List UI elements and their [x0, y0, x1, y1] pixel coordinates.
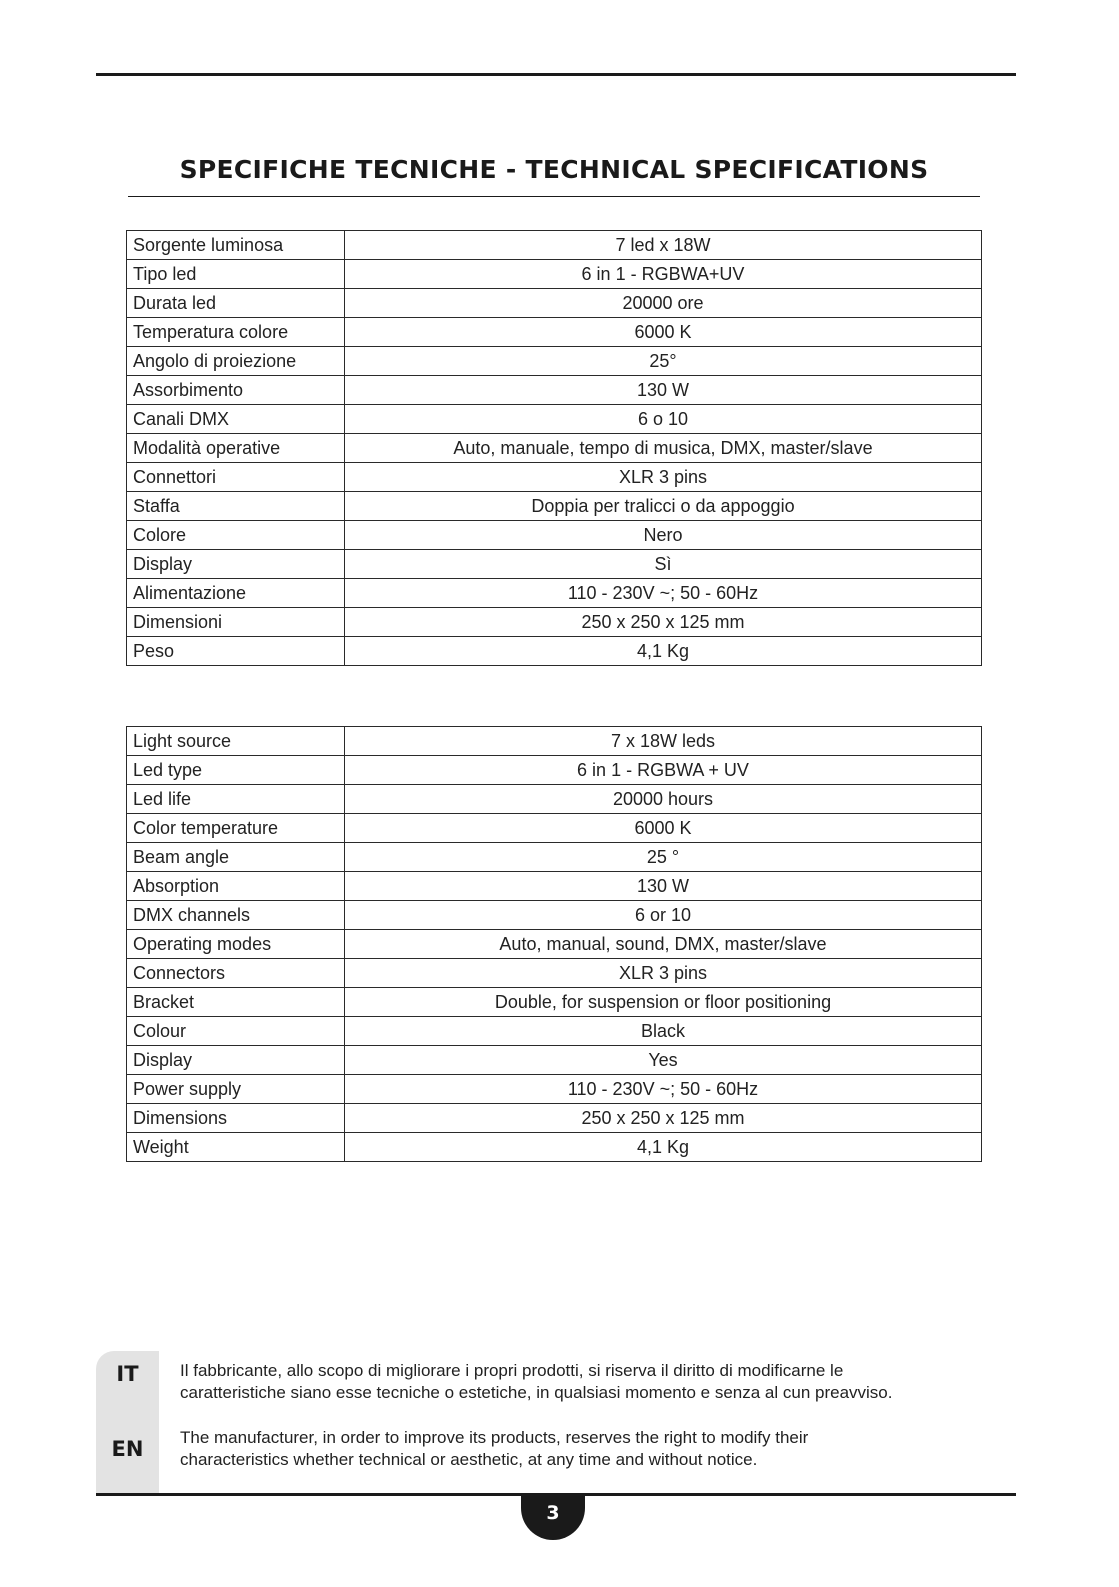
spec-value: 130 W	[345, 872, 982, 901]
notice-en-line: The manufacturer, in order to improve its products, reserves the right to modify their	[180, 1428, 809, 1447]
spec-value: 20000 ore	[345, 289, 982, 318]
spec-value: 250 x 250 x 125 mm	[345, 608, 982, 637]
spec-label: Dimensions	[127, 1104, 345, 1133]
top-rule	[96, 73, 1016, 76]
spec-row	[127, 959, 982, 988]
spec-table-italian	[126, 230, 982, 666]
spec-value: 6000 K	[345, 814, 982, 843]
spec-row	[127, 376, 982, 405]
spec-value: 6 or 10	[345, 901, 982, 930]
spec-value: Doppia per tralicci o da appoggio	[345, 492, 982, 521]
spec-label: Color temperature	[127, 814, 345, 843]
language-tab	[96, 1351, 159, 1494]
spec-row	[127, 1133, 982, 1162]
spec-value: 7 x 18W leds	[345, 727, 982, 756]
lang-label-it: IT	[116, 1362, 139, 1386]
spec-value: 4,1 Kg	[345, 637, 982, 666]
spec-row	[127, 930, 982, 959]
spec-label: Bracket	[127, 988, 345, 1017]
spec-row	[127, 521, 982, 550]
spec-label: Led life	[127, 785, 345, 814]
spec-row	[127, 434, 982, 463]
spec-label: DMX channels	[127, 901, 345, 930]
spec-row	[127, 1075, 982, 1104]
page-number-badge: 3	[521, 1494, 585, 1540]
spec-value: 250 x 250 x 125 mm	[345, 1104, 982, 1133]
spec-value: Black	[345, 1017, 982, 1046]
spec-value: Yes	[345, 1046, 982, 1075]
spec-row	[127, 550, 982, 579]
spec-row	[127, 901, 982, 930]
notice-english	[180, 1427, 1000, 1471]
spec-label: Display	[127, 1046, 345, 1075]
spec-label: Angolo di proiezione	[127, 347, 345, 376]
spec-row	[127, 231, 982, 260]
spec-label: Colour	[127, 1017, 345, 1046]
spec-row	[127, 872, 982, 901]
spec-row	[127, 843, 982, 872]
notice-italian	[180, 1360, 1000, 1404]
spec-value: 6 in 1 - RGBWA + UV	[345, 756, 982, 785]
spec-label: Weight	[127, 1133, 345, 1162]
spec-label: Tipo led	[127, 260, 345, 289]
spec-value: Sì	[345, 550, 982, 579]
spec-value: 4,1 Kg	[345, 1133, 982, 1162]
spec-value: 7 led x 18W	[345, 231, 982, 260]
spec-row	[127, 608, 982, 637]
spec-label: Colore	[127, 521, 345, 550]
spec-row	[127, 318, 982, 347]
spec-label: Sorgente luminosa	[127, 231, 345, 260]
spec-row	[127, 347, 982, 376]
spec-row	[127, 1104, 982, 1133]
spec-value: XLR 3 pins	[345, 463, 982, 492]
spec-table-english	[126, 726, 982, 1162]
spec-label: Temperatura colore	[127, 318, 345, 347]
spec-value: 130 W	[345, 376, 982, 405]
spec-label: Canali DMX	[127, 405, 345, 434]
spec-label: Beam angle	[127, 843, 345, 872]
spec-value: XLR 3 pins	[345, 959, 982, 988]
spec-row	[127, 785, 982, 814]
spec-label: Connectors	[127, 959, 345, 988]
spec-value: Nero	[345, 521, 982, 550]
spec-row	[127, 260, 982, 289]
spec-row	[127, 463, 982, 492]
spec-label: Connettori	[127, 463, 345, 492]
spec-label: Modalità operative	[127, 434, 345, 463]
notice-it-line: Il fabbricante, allo scopo di migliorare i propri prodotti, si riserva il diritto di modificarne le	[180, 1361, 844, 1380]
spec-row	[127, 756, 982, 785]
spec-label: Assorbimento	[127, 376, 345, 405]
spec-value: 6 o 10	[345, 405, 982, 434]
spec-row	[127, 405, 982, 434]
spec-label: Operating modes	[127, 930, 345, 959]
spec-row	[127, 727, 982, 756]
spec-row	[127, 289, 982, 318]
notice-it-line: caratteristiche siano esse tecniche o estetiche, in qualsiasi momento e senza al cun preavviso.	[180, 1383, 893, 1402]
spec-value: 110 - 230V ~; 50 - 60Hz	[345, 1075, 982, 1104]
spec-row	[127, 579, 982, 608]
lang-label-en: EN	[111, 1437, 144, 1461]
spec-label: Peso	[127, 637, 345, 666]
spec-value: 6000 K	[345, 318, 982, 347]
spec-value: 20000 hours	[345, 785, 982, 814]
spec-label: Absorption	[127, 872, 345, 901]
notice-en-line: characteristics whether technical or aesthetic, at any time and without notice.	[180, 1450, 758, 1469]
spec-row	[127, 988, 982, 1017]
spec-label: Display	[127, 550, 345, 579]
spec-value: 25 °	[345, 843, 982, 872]
spec-value: 25°	[345, 347, 982, 376]
spec-value: 6 in 1 - RGBWA+UV	[345, 260, 982, 289]
spec-row	[127, 492, 982, 521]
title-underline	[128, 196, 980, 197]
spec-label: Staffa	[127, 492, 345, 521]
page-title: SPECIFICHE TECNICHE - TECHNICAL SPECIFICATIONS	[179, 155, 929, 184]
spec-value: Double, for suspension or floor positioning	[345, 988, 982, 1017]
spec-row	[127, 1017, 982, 1046]
spec-value: Auto, manuale, tempo di musica, DMX, master/slave	[345, 434, 982, 463]
spec-value: 110 - 230V ~; 50 - 60Hz	[345, 579, 982, 608]
spec-label: Light source	[127, 727, 345, 756]
spec-row	[127, 814, 982, 843]
spec-label: Dimensioni	[127, 608, 345, 637]
spec-label: Alimentazione	[127, 579, 345, 608]
spec-label: Power supply	[127, 1075, 345, 1104]
spec-row	[127, 1046, 982, 1075]
spec-label: Led type	[127, 756, 345, 785]
spec-label: Durata led	[127, 289, 345, 318]
spec-value: Auto, manual, sound, DMX, master/slave	[345, 930, 982, 959]
spec-row	[127, 637, 982, 666]
